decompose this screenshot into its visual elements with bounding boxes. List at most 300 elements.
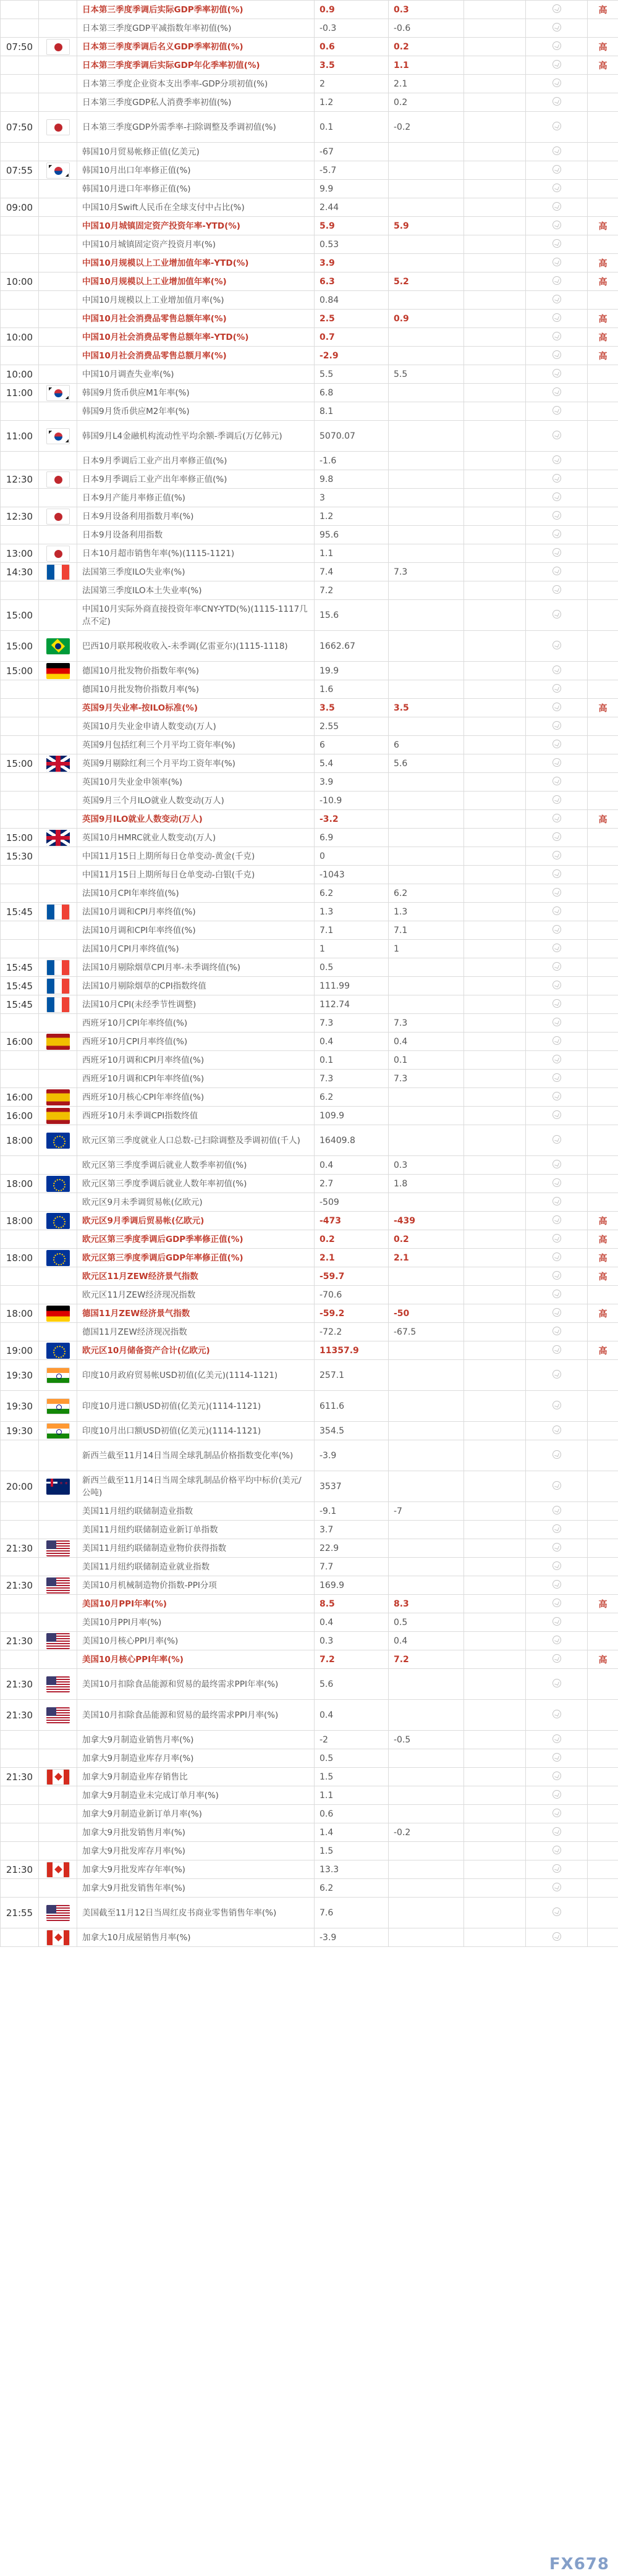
reminder-clock-icon[interactable] bbox=[552, 1617, 561, 1626]
calendar-row[interactable] bbox=[1, 754, 618, 773]
event-time: 12:30 bbox=[1, 507, 39, 526]
country-flag bbox=[39, 291, 77, 310]
calendar-row[interactable] bbox=[1, 328, 618, 347]
event-time bbox=[1, 1650, 39, 1669]
reminder-clock-icon[interactable] bbox=[552, 431, 561, 439]
calendar-row[interactable] bbox=[1, 1323, 618, 1341]
reminder-clock-icon[interactable] bbox=[552, 906, 561, 915]
actual-value bbox=[464, 217, 526, 235]
event-time bbox=[1, 884, 39, 903]
calendar-row[interactable] bbox=[1, 1193, 618, 1212]
reminder-clock-icon[interactable] bbox=[552, 567, 561, 575]
calendar-row[interactable] bbox=[1, 1422, 618, 1440]
importance-label bbox=[588, 1768, 618, 1786]
reminder-cell bbox=[526, 940, 588, 958]
reminder-clock-icon[interactable] bbox=[552, 1636, 561, 1644]
actual-value bbox=[464, 563, 526, 581]
reminder-clock-icon[interactable] bbox=[552, 1425, 561, 1434]
calendar-row[interactable] bbox=[1, 161, 618, 180]
importance-label bbox=[588, 1175, 618, 1193]
reminder-clock-icon[interactable] bbox=[552, 1790, 561, 1799]
forecast-value: 0.2 bbox=[389, 1230, 464, 1249]
country-flag bbox=[39, 1422, 77, 1440]
actual-value bbox=[464, 810, 526, 829]
event-time bbox=[1, 680, 39, 699]
reminder-clock-icon[interactable] bbox=[552, 1809, 561, 1817]
reminder-cell bbox=[526, 180, 588, 198]
event-time: 07:50 bbox=[1, 38, 39, 56]
calendar-row[interactable] bbox=[1, 884, 618, 903]
actual-value bbox=[464, 1471, 526, 1502]
forecast-value bbox=[389, 631, 464, 662]
calendar-row[interactable] bbox=[1, 1051, 618, 1070]
reminder-clock-icon[interactable] bbox=[552, 1543, 561, 1552]
reminder-clock-icon[interactable] bbox=[552, 641, 561, 649]
calendar-row[interactable] bbox=[1, 421, 618, 452]
calendar-row[interactable] bbox=[1, 291, 618, 310]
calendar-row[interactable] bbox=[1, 1304, 618, 1323]
reminder-clock-icon[interactable] bbox=[552, 1073, 561, 1082]
reminder-clock-icon[interactable] bbox=[552, 888, 561, 897]
calendar-row[interactable] bbox=[1, 254, 618, 272]
reminder-cell bbox=[526, 1440, 588, 1471]
reminder-clock-icon[interactable] bbox=[552, 1654, 561, 1663]
actual-value bbox=[464, 1823, 526, 1842]
calendar-row[interactable] bbox=[1, 112, 618, 143]
calendar-row[interactable] bbox=[1, 365, 618, 384]
reminder-clock-icon[interactable] bbox=[552, 1932, 561, 1941]
calendar-row[interactable] bbox=[1, 1558, 618, 1576]
calendar-row[interactable] bbox=[1, 1286, 618, 1304]
calendar-row[interactable] bbox=[1, 384, 618, 402]
importance-label bbox=[588, 19, 618, 38]
forecast-value bbox=[389, 1341, 464, 1360]
importance-label bbox=[588, 489, 618, 507]
forecast-value bbox=[389, 995, 464, 1014]
event-time bbox=[1, 1595, 39, 1613]
calendar-row[interactable] bbox=[1, 1471, 618, 1502]
calendar-row[interactable] bbox=[1, 829, 618, 847]
actual-value bbox=[464, 940, 526, 958]
calendar-row[interactable] bbox=[1, 1539, 618, 1558]
forecast-value bbox=[389, 581, 464, 600]
previous-value: 5070.07 bbox=[315, 421, 389, 452]
reminder-clock-icon[interactable] bbox=[552, 1580, 561, 1589]
reminder-clock-icon[interactable] bbox=[552, 1345, 561, 1354]
reminder-clock-icon[interactable] bbox=[552, 1135, 561, 1144]
event-time bbox=[1, 792, 39, 810]
reminder-clock-icon[interactable] bbox=[552, 1018, 561, 1026]
calendar-row[interactable] bbox=[1, 1070, 618, 1088]
reminder-cell bbox=[526, 1521, 588, 1539]
reminder-clock-icon[interactable] bbox=[552, 41, 561, 50]
calendar-row[interactable] bbox=[1, 921, 618, 940]
reminder-clock-icon[interactable] bbox=[552, 1907, 561, 1916]
calendar-row[interactable] bbox=[1, 452, 618, 470]
reminder-clock-icon[interactable] bbox=[552, 78, 561, 87]
forecast-value bbox=[389, 507, 464, 526]
reminder-clock-icon[interactable] bbox=[552, 1679, 561, 1687]
flag-fr-icon bbox=[46, 978, 70, 994]
reminder-clock-icon[interactable] bbox=[552, 146, 561, 155]
reminder-cell bbox=[526, 1033, 588, 1051]
reminder-cell bbox=[526, 1595, 588, 1613]
event-time bbox=[1, 254, 39, 272]
calendar-row[interactable] bbox=[1, 1595, 618, 1613]
calendar-row[interactable] bbox=[1, 217, 618, 235]
importance-label bbox=[588, 1786, 618, 1805]
reminder-clock-icon[interactable] bbox=[552, 665, 561, 674]
calendar-row[interactable] bbox=[1, 56, 618, 75]
event-name: 德国11月ZEW经济景气指数 bbox=[77, 1304, 315, 1323]
reminder-clock-icon[interactable] bbox=[552, 60, 561, 69]
calendar-row[interactable] bbox=[1, 903, 618, 921]
event-name: 欧元区9月季调后贸易帐(亿欧元) bbox=[77, 1212, 315, 1230]
reminder-clock-icon[interactable] bbox=[552, 295, 561, 303]
country-flag bbox=[39, 1070, 77, 1088]
reminder-clock-icon[interactable] bbox=[552, 122, 561, 130]
reminder-clock-icon[interactable] bbox=[552, 814, 561, 822]
calendar-row[interactable] bbox=[1, 792, 618, 810]
reminder-clock-icon[interactable] bbox=[552, 1234, 561, 1243]
reminder-clock-icon[interactable] bbox=[552, 23, 561, 32]
country-flag bbox=[39, 581, 77, 600]
reminder-clock-icon[interactable] bbox=[552, 313, 561, 322]
importance-label bbox=[588, 1193, 618, 1212]
reminder-clock-icon[interactable] bbox=[552, 1753, 561, 1762]
forecast-value: 0.1 bbox=[389, 1051, 464, 1070]
previous-value: 0.4 bbox=[315, 1613, 389, 1632]
reminder-clock-icon[interactable] bbox=[552, 387, 561, 396]
calendar-row[interactable] bbox=[1, 1, 618, 19]
event-name: 加拿大9月制造业库存销售比 bbox=[77, 1768, 315, 1786]
calendar-row[interactable] bbox=[1, 507, 618, 526]
importance-label bbox=[588, 1471, 618, 1502]
calendar-row[interactable] bbox=[1, 310, 618, 328]
calendar-row[interactable] bbox=[1, 810, 618, 829]
calendar-row[interactable] bbox=[1, 995, 618, 1014]
calendar-row[interactable] bbox=[1, 977, 618, 995]
calendar-row[interactable] bbox=[1, 235, 618, 254]
calendar-row[interactable] bbox=[1, 1267, 618, 1286]
reminder-clock-icon[interactable] bbox=[552, 202, 561, 211]
calendar-row[interactable] bbox=[1, 489, 618, 507]
reminder-clock-icon[interactable] bbox=[552, 1055, 561, 1063]
reminder-clock-icon[interactable] bbox=[552, 455, 561, 464]
reminder-clock-icon[interactable] bbox=[552, 703, 561, 711]
reminder-clock-icon[interactable] bbox=[552, 851, 561, 859]
calendar-row[interactable] bbox=[1, 1898, 618, 1928]
event-name: 加拿大9月批发销售年率(%) bbox=[77, 1879, 315, 1898]
country-flag bbox=[39, 310, 77, 328]
reminder-clock-icon[interactable] bbox=[552, 1160, 561, 1168]
calendar-row[interactable] bbox=[1, 38, 618, 56]
forecast-value bbox=[389, 866, 464, 884]
calendar-row[interactable] bbox=[1, 198, 618, 217]
reminder-clock-icon[interactable] bbox=[552, 1401, 561, 1409]
calendar-row[interactable] bbox=[1, 272, 618, 291]
calendar-row[interactable] bbox=[1, 680, 618, 699]
reminder-clock-icon[interactable] bbox=[552, 1734, 561, 1743]
calendar-row[interactable] bbox=[1, 1842, 618, 1860]
calendar-row[interactable] bbox=[1, 1212, 618, 1230]
forecast-value: 7.1 bbox=[389, 921, 464, 940]
previous-value: 611.6 bbox=[315, 1391, 389, 1422]
country-flag bbox=[39, 1230, 77, 1249]
reminder-clock-icon[interactable] bbox=[552, 869, 561, 878]
reminder-clock-icon[interactable] bbox=[552, 1197, 561, 1206]
event-name: 中国10月城镇固定资产投资月率(%) bbox=[77, 235, 315, 254]
reminder-clock-icon[interactable] bbox=[552, 1710, 561, 1718]
reminder-clock-icon[interactable] bbox=[552, 1524, 561, 1533]
calendar-row[interactable] bbox=[1, 1700, 618, 1731]
calendar-row[interactable] bbox=[1, 470, 618, 489]
reminder-clock-icon[interactable] bbox=[552, 530, 561, 538]
calendar-row[interactable] bbox=[1, 93, 618, 112]
calendar-row[interactable] bbox=[1, 1823, 618, 1842]
reminder-clock-icon[interactable] bbox=[552, 740, 561, 748]
calendar-row[interactable] bbox=[1, 180, 618, 198]
reminder-clock-icon[interactable] bbox=[552, 925, 561, 934]
actual-value bbox=[464, 1304, 526, 1323]
reminder-clock-icon[interactable] bbox=[552, 1883, 561, 1891]
reminder-clock-icon[interactable] bbox=[552, 585, 561, 594]
reminder-cell bbox=[526, 1749, 588, 1768]
importance-label: 高 bbox=[588, 1267, 618, 1286]
calendar-row[interactable] bbox=[1, 1440, 618, 1471]
calendar-row[interactable] bbox=[1, 1033, 618, 1051]
calendar-row[interactable] bbox=[1, 631, 618, 662]
actual-value bbox=[464, 1613, 526, 1632]
reminder-clock-icon[interactable] bbox=[552, 406, 561, 415]
country-flag bbox=[39, 1898, 77, 1928]
reminder-cell bbox=[526, 600, 588, 631]
previous-value: 7.7 bbox=[315, 1558, 389, 1576]
actual-value bbox=[464, 631, 526, 662]
calendar-row[interactable] bbox=[1, 1749, 618, 1768]
reminder-clock-icon[interactable] bbox=[552, 981, 561, 989]
calendar-row[interactable] bbox=[1, 1125, 618, 1156]
reminder-clock-icon[interactable] bbox=[552, 239, 561, 248]
calendar-row[interactable] bbox=[1, 958, 618, 977]
event-time bbox=[1, 1521, 39, 1539]
calendar-row[interactable] bbox=[1, 1107, 618, 1125]
calendar-row[interactable] bbox=[1, 736, 618, 754]
importance-label bbox=[588, 1860, 618, 1879]
reminder-clock-icon[interactable] bbox=[552, 1252, 561, 1261]
reminder-cell bbox=[526, 1107, 588, 1125]
reminder-clock-icon[interactable] bbox=[552, 610, 561, 619]
reminder-clock-icon[interactable] bbox=[552, 1110, 561, 1119]
reminder-clock-icon[interactable] bbox=[552, 492, 561, 501]
calendar-row[interactable] bbox=[1, 1805, 618, 1823]
importance-label: 高 bbox=[588, 254, 618, 272]
actual-value bbox=[464, 1175, 526, 1193]
reminder-clock-icon[interactable] bbox=[552, 276, 561, 285]
reminder-clock-icon[interactable] bbox=[552, 795, 561, 804]
event-name: 西班牙10月调和CPI年率终值(%) bbox=[77, 1070, 315, 1088]
previous-value: 0.1 bbox=[315, 112, 389, 143]
event-name: 法国10月CPI年率终值(%) bbox=[77, 884, 315, 903]
calendar-row[interactable] bbox=[1, 1669, 618, 1700]
event-time bbox=[1, 310, 39, 328]
previous-value: -9.1 bbox=[315, 1502, 389, 1521]
previous-value: 2.55 bbox=[315, 717, 389, 736]
calendar-row[interactable] bbox=[1, 1860, 618, 1879]
forecast-value: 0.4 bbox=[389, 1632, 464, 1650]
calendar-row[interactable] bbox=[1, 1391, 618, 1422]
importance-label bbox=[588, 754, 618, 773]
importance-label bbox=[588, 1125, 618, 1156]
calendar-row[interactable] bbox=[1, 699, 618, 717]
reminder-clock-icon[interactable] bbox=[552, 721, 561, 730]
importance-label bbox=[588, 1156, 618, 1175]
calendar-row[interactable] bbox=[1, 1175, 618, 1193]
importance-label bbox=[588, 161, 618, 180]
forecast-value bbox=[389, 452, 464, 470]
calendar-row[interactable] bbox=[1, 866, 618, 884]
calendar-row[interactable] bbox=[1, 1360, 618, 1391]
calendar-row[interactable] bbox=[1, 143, 618, 161]
forecast-value bbox=[389, 680, 464, 699]
reminder-clock-icon[interactable] bbox=[552, 548, 561, 557]
forecast-value: -0.5 bbox=[389, 1731, 464, 1749]
reminder-clock-icon[interactable] bbox=[552, 1271, 561, 1280]
reminder-clock-icon[interactable] bbox=[552, 1036, 561, 1045]
reminder-clock-icon[interactable] bbox=[552, 1327, 561, 1335]
calendar-row[interactable] bbox=[1, 347, 618, 365]
calendar-row[interactable] bbox=[1, 1249, 618, 1267]
reminder-clock-icon[interactable] bbox=[552, 1370, 561, 1379]
previous-value: 7.3 bbox=[315, 1070, 389, 1088]
reminder-clock-icon[interactable] bbox=[552, 369, 561, 378]
event-name: 美国11月纽约联储制造业物价获得指数 bbox=[77, 1539, 315, 1558]
reminder-clock-icon[interactable] bbox=[552, 4, 561, 13]
reminder-clock-icon[interactable] bbox=[552, 758, 561, 767]
previous-value: -5.7 bbox=[315, 161, 389, 180]
calendar-row[interactable] bbox=[1, 75, 618, 93]
reminder-clock-icon[interactable] bbox=[552, 1506, 561, 1514]
calendar-row[interactable] bbox=[1, 581, 618, 600]
calendar-row[interactable] bbox=[1, 1786, 618, 1805]
calendar-row[interactable] bbox=[1, 717, 618, 736]
calendar-row[interactable] bbox=[1, 1928, 618, 1947]
reminder-clock-icon[interactable] bbox=[552, 1481, 561, 1490]
reminder-clock-icon[interactable] bbox=[552, 97, 561, 106]
reminder-cell bbox=[526, 93, 588, 112]
calendar-row[interactable] bbox=[1, 402, 618, 421]
calendar-row[interactable] bbox=[1, 1576, 618, 1595]
previous-value: 3.7 bbox=[315, 1521, 389, 1539]
reminder-clock-icon[interactable] bbox=[552, 1846, 561, 1854]
event-name: 美国10月扣除食品能源和贸易的最终需求PPI年率(%) bbox=[77, 1669, 315, 1700]
calendar-row[interactable] bbox=[1, 1731, 618, 1749]
reminder-clock-icon[interactable] bbox=[552, 684, 561, 693]
calendar-row[interactable] bbox=[1, 600, 618, 631]
reminder-clock-icon[interactable] bbox=[552, 1772, 561, 1780]
forecast-value bbox=[389, 773, 464, 792]
reminder-clock-icon[interactable] bbox=[552, 184, 561, 192]
actual-value bbox=[464, 1805, 526, 1823]
forecast-value: 2.1 bbox=[389, 1249, 464, 1267]
calendar-row[interactable] bbox=[1, 1341, 618, 1360]
importance-label bbox=[588, 717, 618, 736]
reminder-clock-icon[interactable] bbox=[552, 165, 561, 174]
forecast-value: 5.5 bbox=[389, 365, 464, 384]
reminder-cell bbox=[526, 347, 588, 365]
reminder-clock-icon[interactable] bbox=[552, 1864, 561, 1873]
reminder-clock-icon[interactable] bbox=[552, 1827, 561, 1836]
country-flag bbox=[39, 1212, 77, 1230]
calendar-row[interactable] bbox=[1, 563, 618, 581]
calendar-row[interactable] bbox=[1, 1088, 618, 1107]
actual-value bbox=[464, 773, 526, 792]
country-flag bbox=[39, 112, 77, 143]
reminder-clock-icon[interactable] bbox=[552, 332, 561, 340]
calendar-row[interactable] bbox=[1, 662, 618, 680]
reminder-clock-icon[interactable] bbox=[552, 1598, 561, 1607]
calendar-row[interactable] bbox=[1, 1502, 618, 1521]
country-flag bbox=[39, 1731, 77, 1749]
reminder-clock-icon[interactable] bbox=[552, 1092, 561, 1100]
calendar-row[interactable] bbox=[1, 1230, 618, 1249]
reminder-clock-icon[interactable] bbox=[552, 474, 561, 483]
reminder-clock-icon[interactable] bbox=[552, 1450, 561, 1459]
calendar-row[interactable] bbox=[1, 526, 618, 544]
previous-value: 1.6 bbox=[315, 680, 389, 699]
calendar-row[interactable] bbox=[1, 1613, 618, 1632]
reminder-clock-icon[interactable] bbox=[552, 777, 561, 785]
calendar-row[interactable] bbox=[1, 1632, 618, 1650]
calendar-row[interactable] bbox=[1, 847, 618, 866]
importance-label bbox=[588, 1033, 618, 1051]
calendar-row[interactable] bbox=[1, 1879, 618, 1898]
calendar-row[interactable] bbox=[1, 1014, 618, 1033]
calendar-row[interactable] bbox=[1, 773, 618, 792]
reminder-clock-icon[interactable] bbox=[552, 1215, 561, 1224]
forecast-value bbox=[389, 347, 464, 365]
calendar-row[interactable] bbox=[1, 1156, 618, 1175]
calendar-row[interactable] bbox=[1, 1650, 618, 1669]
previous-value: 5.4 bbox=[315, 754, 389, 773]
reminder-clock-icon[interactable] bbox=[552, 1178, 561, 1187]
calendar-row[interactable] bbox=[1, 1521, 618, 1539]
importance-label: 高 bbox=[588, 1212, 618, 1230]
importance-label bbox=[588, 1539, 618, 1558]
reminder-clock-icon[interactable] bbox=[552, 258, 561, 266]
reminder-cell bbox=[526, 1175, 588, 1193]
reminder-clock-icon[interactable] bbox=[552, 832, 561, 841]
calendar-row[interactable] bbox=[1, 940, 618, 958]
reminder-clock-icon[interactable] bbox=[552, 962, 561, 971]
reminder-clock-icon[interactable] bbox=[552, 944, 561, 952]
calendar-row[interactable] bbox=[1, 1768, 618, 1786]
calendar-row[interactable] bbox=[1, 544, 618, 563]
forecast-value bbox=[389, 470, 464, 489]
reminder-clock-icon[interactable] bbox=[552, 1561, 561, 1570]
reminder-clock-icon[interactable] bbox=[552, 350, 561, 359]
reminder-clock-icon[interactable] bbox=[552, 511, 561, 520]
calendar-row[interactable] bbox=[1, 19, 618, 38]
reminder-clock-icon[interactable] bbox=[552, 1290, 561, 1298]
reminder-clock-icon[interactable] bbox=[552, 1308, 561, 1317]
reminder-clock-icon[interactable] bbox=[552, 999, 561, 1008]
forecast-value: 0.5 bbox=[389, 1613, 464, 1632]
reminder-cell bbox=[526, 563, 588, 581]
reminder-clock-icon[interactable] bbox=[552, 221, 561, 229]
previous-value: 8.1 bbox=[315, 402, 389, 421]
importance-label bbox=[588, 631, 618, 662]
